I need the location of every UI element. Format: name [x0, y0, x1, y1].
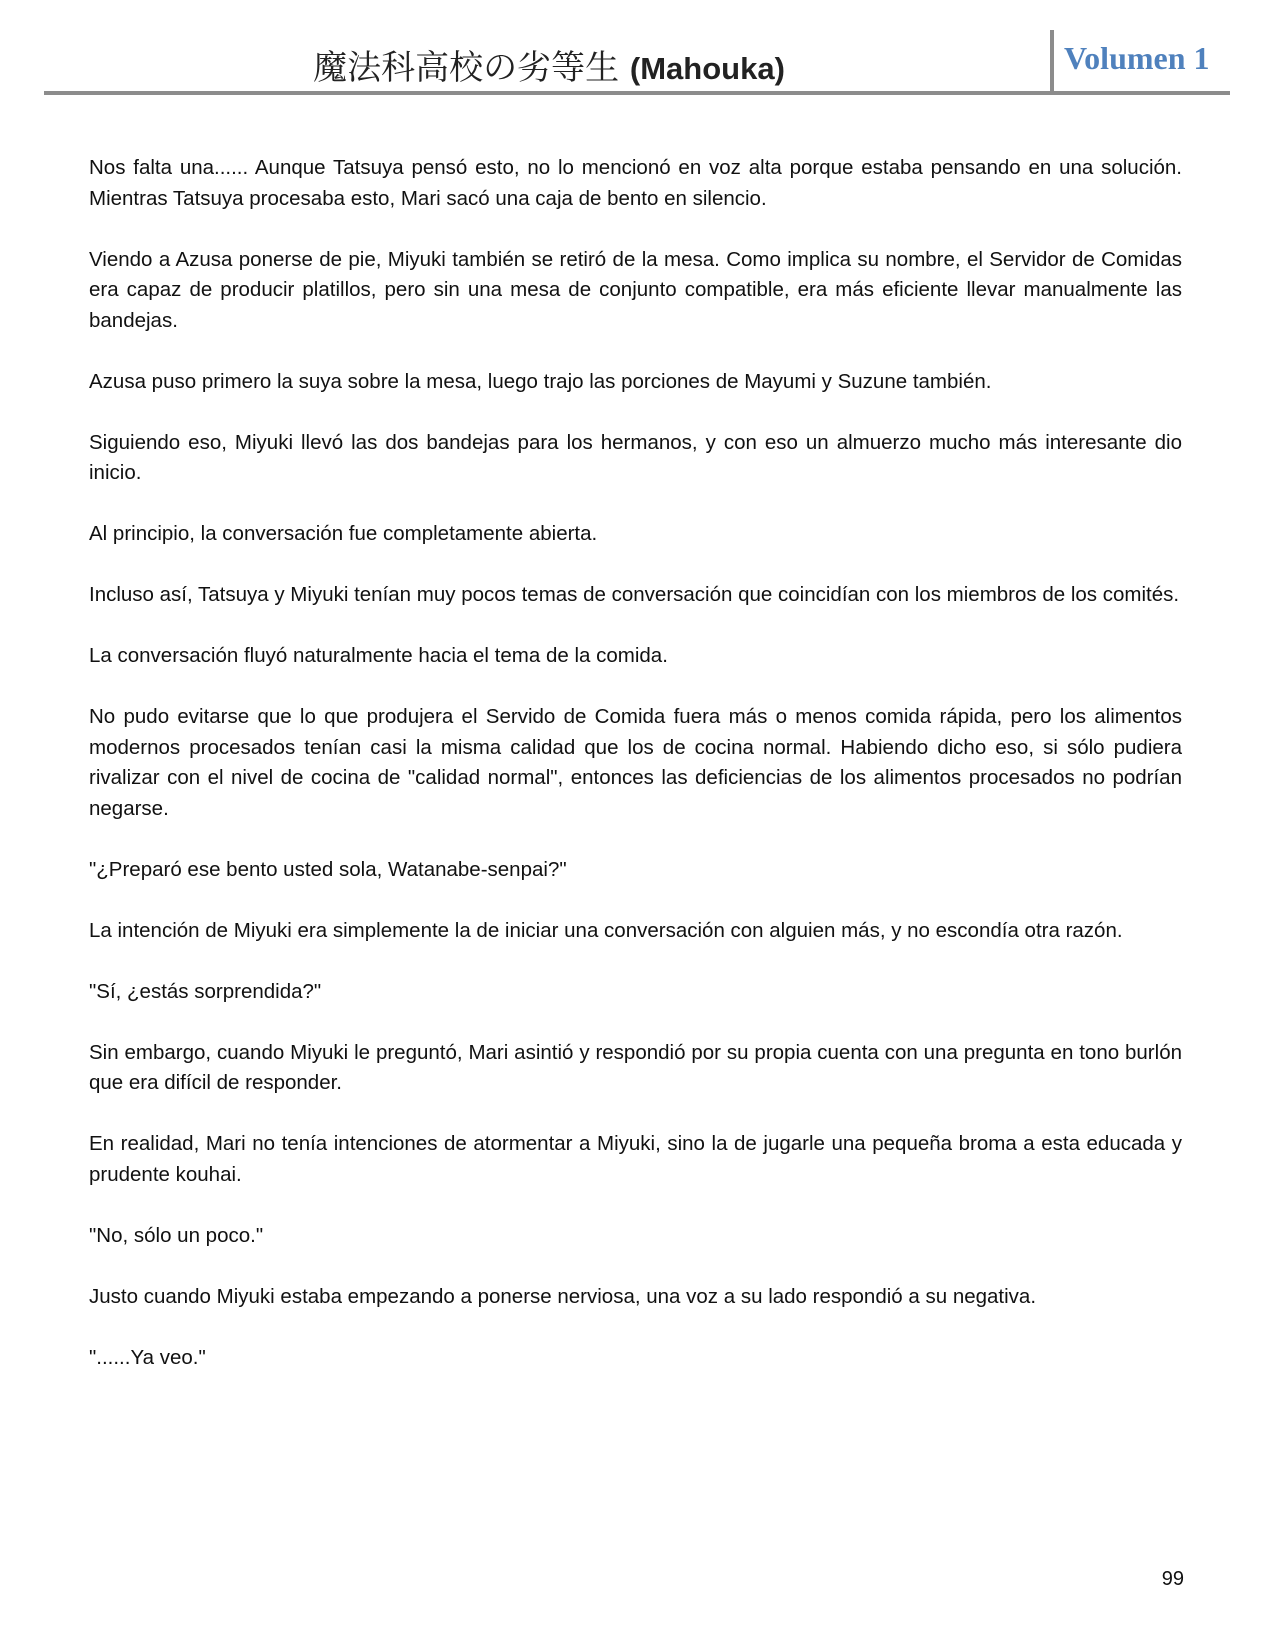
- header-divider: [1050, 30, 1054, 92]
- paragraph: Azusa puso primero la suya sobre la mesa, luego trajo las porciones de Mayumi y Suzune también.: [89, 369, 992, 393]
- page-header: [44, 28, 1230, 92]
- paragraph: "¿Preparó ese bento usted sola, Watanabe-senpai?": [89, 857, 567, 881]
- header-rule: [44, 91, 1230, 95]
- book-title-romaji: (Mahouka): [629, 51, 785, 86]
- paragraph: "......Ya veo.": [89, 1345, 206, 1369]
- paragraph: En realidad, Mari no tenía intenciones de atormentar a Miyuki, sino la de jugarle una pequeña broma a esta educada y prudente kouhai.: [89, 1132, 1182, 1186]
- paragraph: Sin embargo, cuando Miyuki le preguntó, Mari asintió y respondió por su propia cuenta con una pregunta en tono burlón que era difícil de responder.: [89, 1040, 1182, 1094]
- paragraph: Al principio, la conversación fue completamente abierta.: [89, 522, 598, 545]
- book-title: [44, 40, 1054, 89]
- paragraph: "No, sólo un poco.": [89, 1223, 264, 1247]
- paragraph: Incluso así, Tatsuya y Miyuki tenían muy pocos temas de conversación que coincidían con los miembros de los comités.: [89, 583, 1180, 606]
- paragraph: Justo cuando Miyuki estaba empezando a ponerse nerviosa, una voz a su lado respondió a su negativa.: [89, 1284, 1037, 1308]
- paragraph: No pudo evitarse que lo que produjera el Servido de Comida fuera más o menos comida rápida, pero los alimentos modernos procesados tenían casi la misma calidad que los de cocina normal. Habiendo dicho eso, si sólo pudiera rivalizar con el nivel de cocina de "calidad normal", entonces las deficiencias de los alimentos procesados no podrían negarse.: [89, 705, 1182, 820]
- volume-label: Volumen 1: [1064, 40, 1210, 76]
- page-body: [89, 153, 1182, 1404]
- paragraph: Nos falta una...... Aunque Tatsuya pensó esto, no lo mencionó en voz alta porque estaba pensando en una solución. Mientras Tatsuya procesaba esto, Mari sacó una caja de bento en silencio.: [89, 156, 1182, 210]
- paragraph: La conversación fluyó naturalmente hacia el tema de la comida.: [89, 644, 668, 667]
- paragraph: Siguiendo eso, Miyuki llevó las dos bandejas para los hermanos, y con eso un almuerzo mucho más interesante dio inicio.: [89, 430, 1182, 484]
- paragraph: La intención de Miyuki era simplemente la de iniciar una conversación con alguien más, y no escondía otra razón.: [89, 918, 1123, 942]
- paragraph: Viendo a Azusa ponerse de pie, Miyuki también se retiró de la mesa. Como implica su nombre, el Servidor de Comidas era capaz de producir platillos, pero sin una mesa de conjunto compatible, era más eficiente llevar manualmente las bandejas.: [89, 247, 1182, 332]
- book-title-japanese: 魔法科高校の劣等生: [313, 48, 620, 88]
- page-number: 99: [1161, 1568, 1184, 1590]
- paragraph: "Sí, ¿estás sorprendida?": [89, 979, 322, 1003]
